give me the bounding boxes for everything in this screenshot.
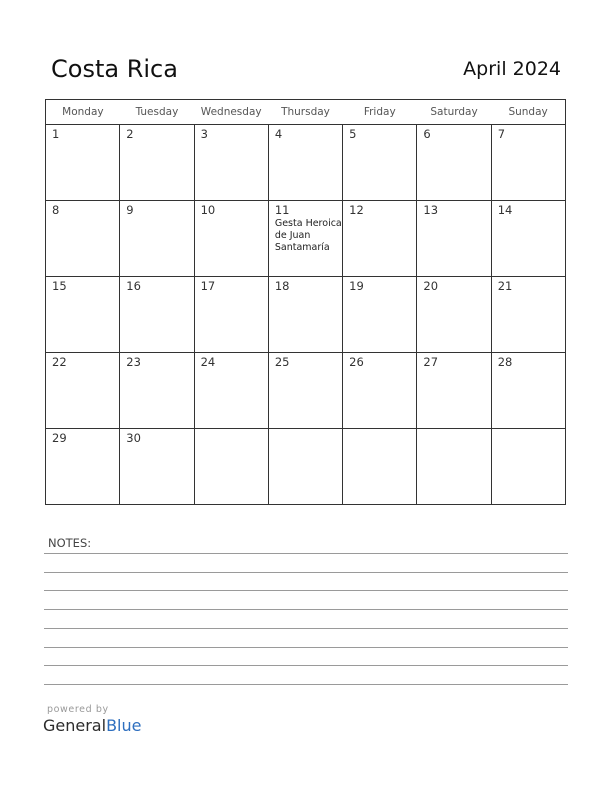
day-number: 23 <box>126 355 141 369</box>
weekday-header: Thursday <box>268 100 342 125</box>
day-number: 6 <box>423 127 431 141</box>
day-number: 15 <box>52 279 67 293</box>
day-cell <box>120 125 194 201</box>
day-number: 14 <box>497 203 513 217</box>
day-cell <box>417 353 491 429</box>
weekday-header: Tuesday <box>120 100 194 125</box>
day-number: 9 <box>126 203 134 217</box>
notes-line <box>44 684 568 685</box>
weekday-header: Monday <box>46 100 120 125</box>
holiday-label: Gesta Heroica de Juan Santamaría <box>274 218 342 254</box>
day-cell <box>194 125 268 201</box>
day-number: 10 <box>200 203 216 217</box>
day-cell <box>268 201 342 277</box>
day-number: 28 <box>497 355 513 369</box>
day-cell <box>268 429 342 505</box>
notes-line <box>44 553 568 554</box>
week-row <box>46 201 566 277</box>
weekday-header: Friday <box>343 100 417 125</box>
week-row <box>46 125 566 201</box>
day-cell <box>343 125 417 201</box>
day-number: 7 <box>497 127 506 141</box>
weekday-header: Saturday <box>417 100 491 125</box>
day-number: 13 <box>423 203 439 217</box>
day-number: 27 <box>423 355 439 369</box>
day-number: 30 <box>126 431 141 445</box>
notes-line <box>44 572 568 573</box>
day-cell <box>120 201 194 277</box>
day-number: 4 <box>274 127 283 141</box>
notes-line <box>44 590 568 591</box>
day-cell <box>46 125 120 201</box>
day-number: 19 <box>349 279 364 293</box>
calendar-country-title: Costa Rica <box>51 55 178 83</box>
day-cell <box>417 201 491 277</box>
day-number: 20 <box>423 279 439 293</box>
day-number: 3 <box>200 127 208 141</box>
day-cell <box>491 429 565 505</box>
day-cell <box>491 201 565 277</box>
day-cell <box>343 201 417 277</box>
week-row <box>46 277 566 353</box>
day-number: 21 <box>497 279 513 293</box>
calendar-grid <box>45 99 566 505</box>
day-cell <box>343 277 417 353</box>
powered-by-label: powered by <box>47 704 109 715</box>
day-cell <box>120 429 194 505</box>
day-number: 1 <box>52 127 60 141</box>
day-number: 22 <box>52 355 67 369</box>
notes-line <box>44 665 568 666</box>
day-number: 26 <box>349 355 364 369</box>
notes-line <box>44 609 568 610</box>
notes-line <box>44 628 568 629</box>
week-row <box>46 429 566 505</box>
day-cell <box>120 353 194 429</box>
week-row <box>46 353 566 429</box>
day-cell <box>491 277 565 353</box>
day-cell <box>46 277 120 353</box>
weekday-header: Wednesday <box>194 100 268 125</box>
logo-text-blue: Blue <box>106 716 142 735</box>
day-number: 5 <box>349 127 357 141</box>
day-cell <box>268 277 342 353</box>
day-number: 2 <box>126 127 134 141</box>
notes-line <box>44 647 568 648</box>
day-number: 12 <box>349 203 364 217</box>
day-cell <box>417 125 491 201</box>
day-cell <box>343 429 417 505</box>
day-number: 16 <box>126 279 141 293</box>
day-cell <box>491 125 565 201</box>
day-cell <box>417 277 491 353</box>
day-number: 17 <box>200 279 216 293</box>
day-cell <box>268 125 342 201</box>
day-cell <box>491 353 565 429</box>
day-cell <box>417 429 491 505</box>
day-cell <box>46 201 120 277</box>
notes-label: NOTES: <box>48 536 92 550</box>
day-cell <box>194 201 268 277</box>
day-cell <box>46 353 120 429</box>
day-number: 11 <box>274 203 290 217</box>
weekday-header-row <box>46 100 566 125</box>
logo-text-general: General <box>43 716 107 735</box>
calendar-month-title: April 2024 <box>463 58 561 80</box>
generalblue-logo[interactable] <box>43 716 141 736</box>
day-cell <box>343 353 417 429</box>
day-number: 8 <box>52 203 60 217</box>
day-cell <box>194 277 268 353</box>
day-number: 25 <box>274 355 290 369</box>
day-cell <box>268 353 342 429</box>
day-number: 24 <box>200 355 216 369</box>
day-cell <box>120 277 194 353</box>
weekday-header: Sunday <box>491 100 565 125</box>
day-cell <box>194 429 268 505</box>
day-number: 29 <box>52 431 67 445</box>
day-cell <box>46 429 120 505</box>
day-cell <box>194 353 268 429</box>
day-number: 18 <box>274 279 290 293</box>
